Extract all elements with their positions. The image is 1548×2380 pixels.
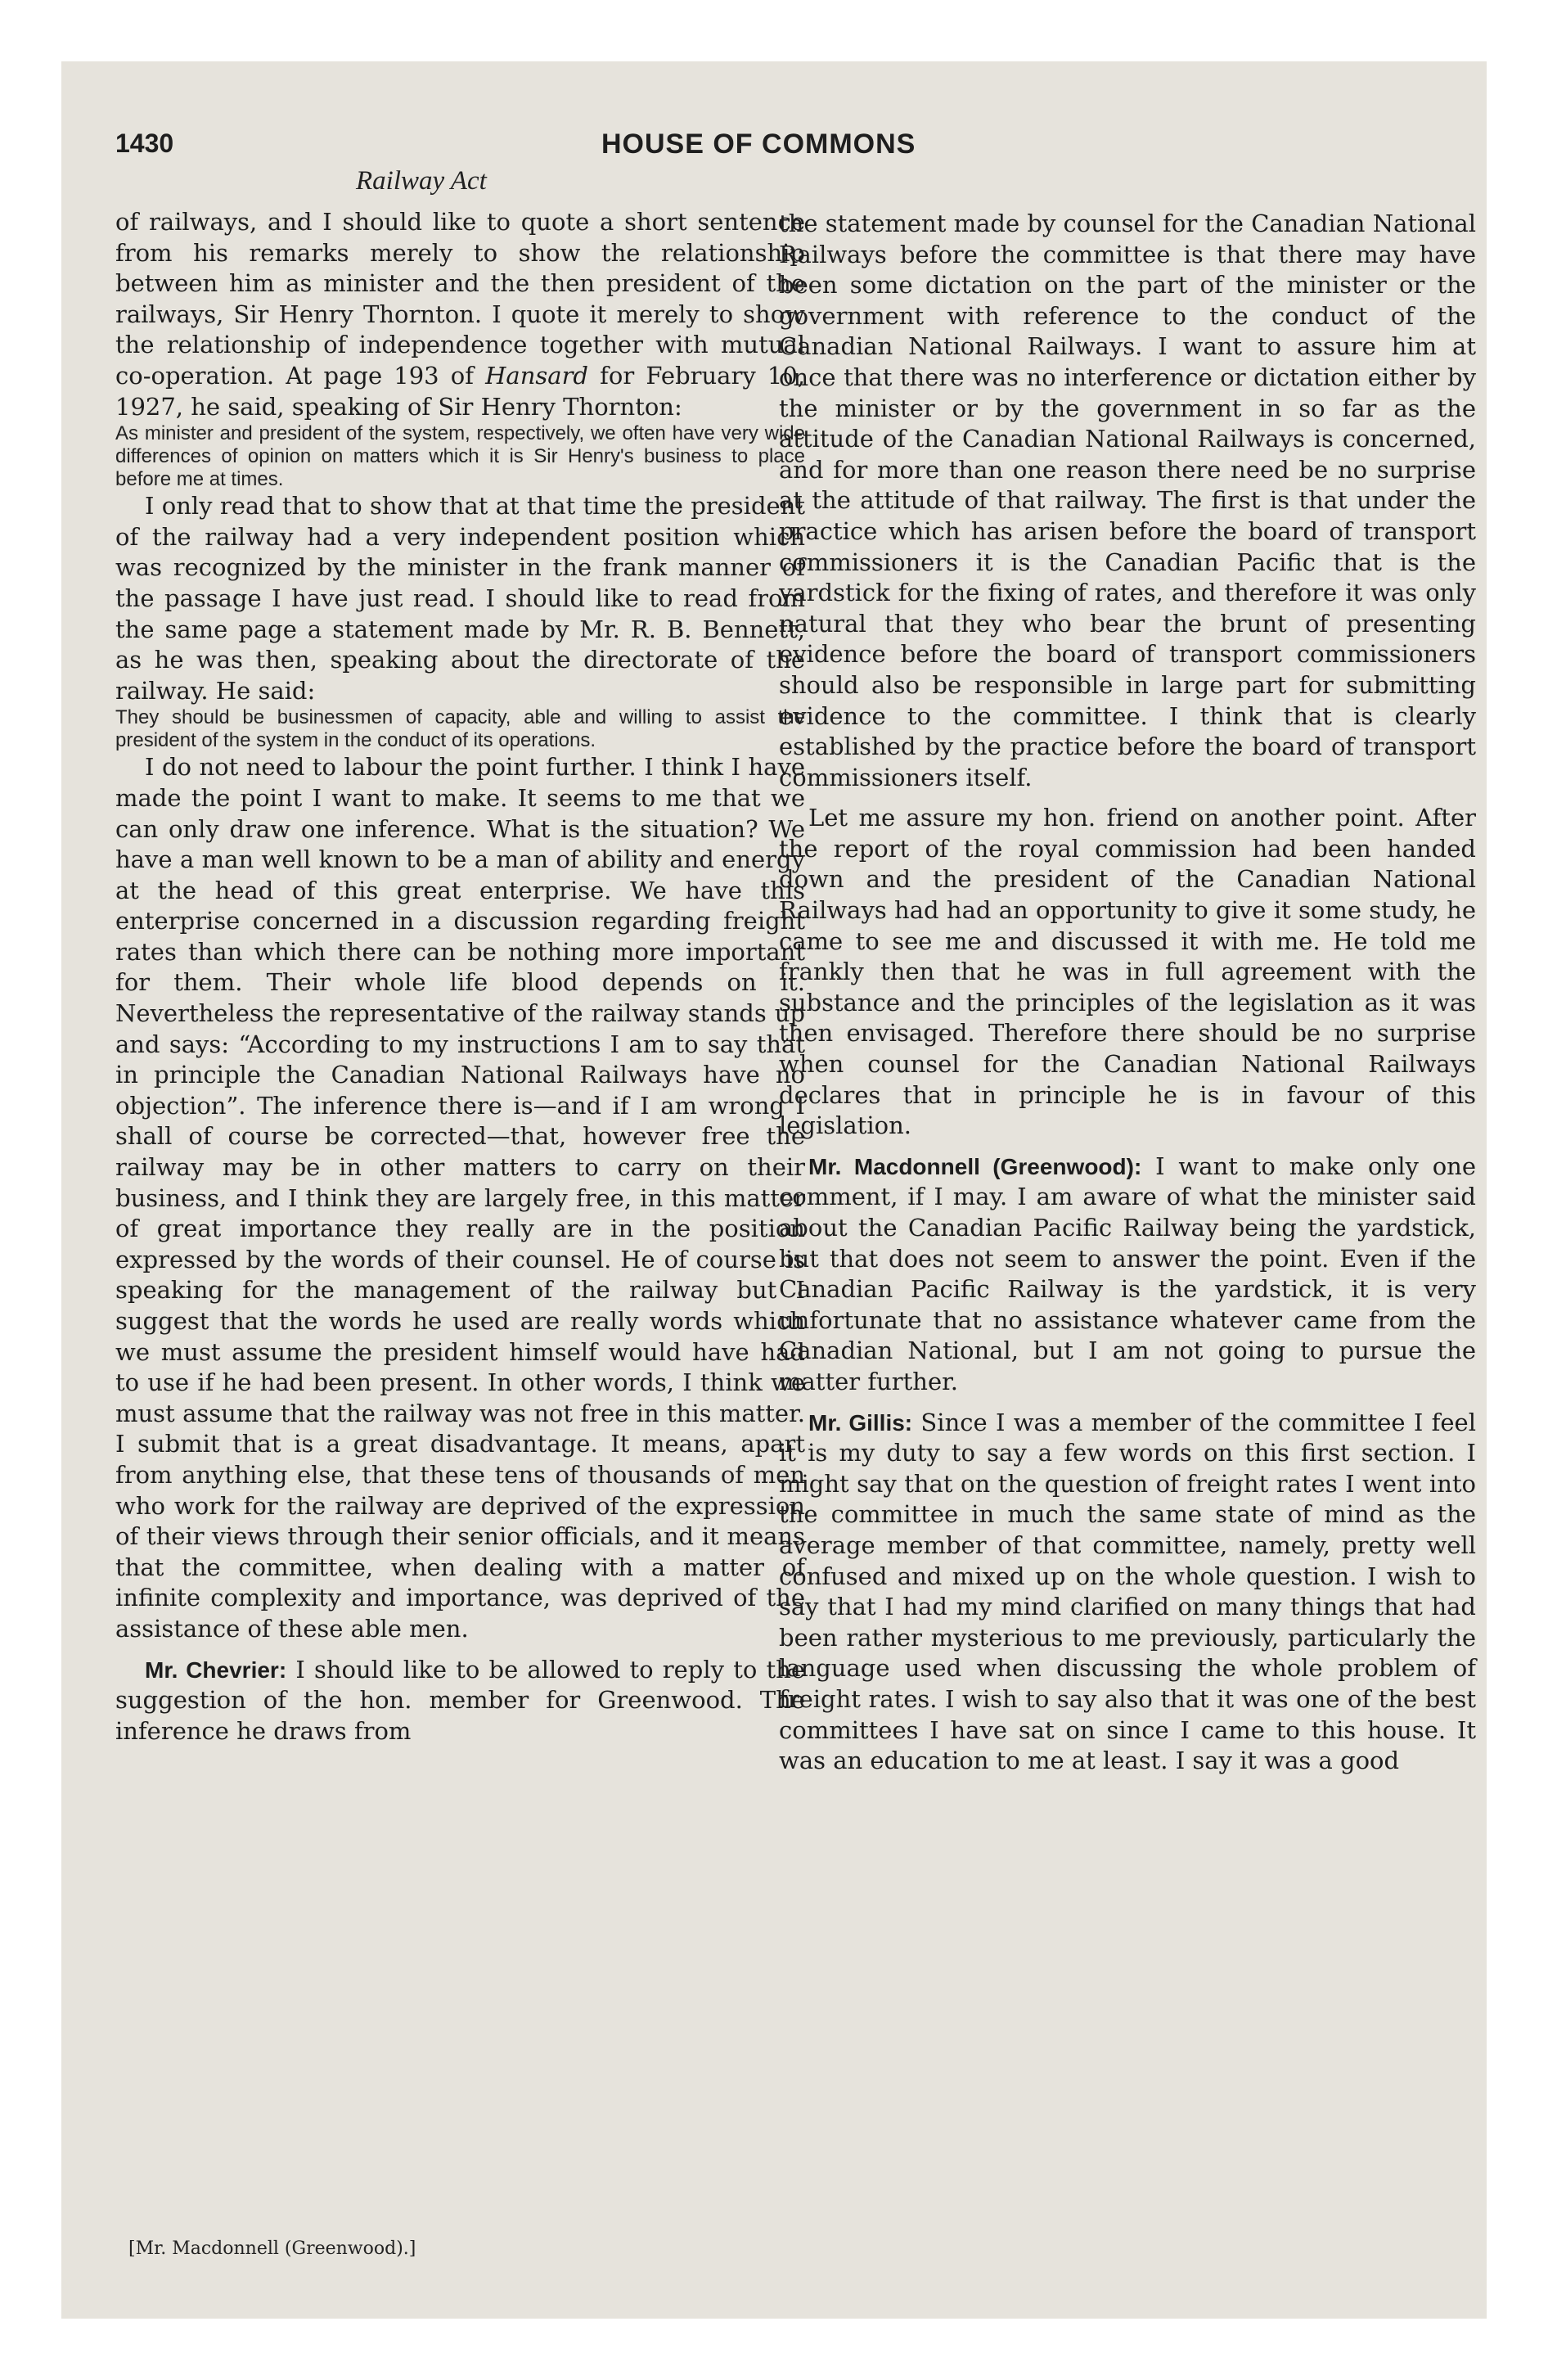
right-paragraph-2: Let me assure my hon. friend on another point. After the report of the royal commission had been handed down and the president of the Canadian National Railways had had an opportunity to give it some study, he came to see me and discussed it with me. He told me frankly then that he was in full agreement with the substance and the principles of the legislation as it was then envisaged. Therefore there should be no surprise when counsel for the Canadian National Railways declares that in principle he is in favour of this legislation. [779,804,1476,1140]
page-sheet [61,61,1487,2319]
page-number: 1430 [115,128,174,158]
left-paragraph-2: I only read that to show that at that time the president of the railway had a very independent position which was recognized by the minister in the frank manner of the passage I have just read. I should like to read from the same page a statement made by Mr. R. B. Bennett, as he was then, speaking about the directorate of the railway. He said: [115,492,805,705]
speaker-name: Mr. Chevrier: [145,1657,287,1683]
left-paragraph-1: of railways, and I should like to quote a short sentence from his remarks merely to show the relationship between him as minister and the then president of the railways, Sir Henry Thornton. I quote it merely to show the relationship of independence together with mutual co-operation. At page 193 of Hansard for February 10, 1927, he said, speaking of Sir Henry Thornton: [115,208,805,421]
speaker-name: Mr. Gillis: [808,1409,913,1436]
right-paragraph-1: the statement made by counsel for the Canadian National Railways before the committee is that there may have been some dictation on the part of the minister or the government with reference to the conduct of the Canadian National Railways. I want to assure him at once that there was no interference or dictation either by the minister or by the government in so far as the attitude of the Canadian National Railways is concerned, and for more than one reason there need be no surprise at the attitude of that railway. The first is that under the practice which has arisen before the board of transport commissioners it is the Canadian Pacific that is the yardstick for the fixing of rates, and therefore it was only natural that they who bear the brunt of presenting evidence before the board of transport commissioners should also be responsible in large part for submitting evidence to the committee. I think that is clearly established by the practice before the board of transport commissioners itself. [779,210,1476,791]
running-head: HOUSE OF COMMONS [601,128,916,160]
block-quote-bennett: They should be businessmen of capacity, able and willing to assist the president of the system in the conduct of its operations. [115,706,805,752]
left-paragraph-3: I do not need to labour the point further. I think I have made the point I want to make. It seems to me that we can only draw one inference. What is the situation? We have a man well known to be a man of ability and energy at the head of this great enterprise. We have this enterprise concerned in a discussion regarding freight rates than which there can be nothing more important for them. Their whole life blood depends on it. Nevertheless the representative of the railway stands up and says: “According to my instructions I am to say that in principle the Canadian National Railways have no objection”. The inference there is—and if I am wrong I shall of course be corrected—that, however free the railway may be in other matters to carry on their business, and I think they are largely free, in this matter of great importance they really are in the position expressed by the words of their counsel. He of course is speaking for the management of the railway but I suggest that the words he used are really words which we must assume the president himself would have had to use if he had been present. In other words, I think we must assume that the railway was not free in this matter. I submit that is a great disadvantage. It means, apart from anything else, that these tens of thousands of men who work for the railway are deprived of the expression of their views through their senior officials, and it means that the committee, when dealing with a matter of infinite complexity and importance, was deprived of the assistance of these able men. [115,753,805,1643]
left-column [115,207,805,1747]
left-paragraph-4: Mr. Chevrier: I should like to be allowed to reply to the suggestion of the hon. member for Greenwood. The inference he draws from [115,1655,805,1745]
hansard-title: Hansard [485,361,588,390]
footer-note: [Mr. Macdonnell (Greenwood).] [128,2238,416,2259]
right-column [779,209,1476,1777]
right-paragraph-4: Mr. Gillis: Since I was a member of the committee I feel it is my duty to say a few words on this first section. I might say that on the question of freight rates I went into the committee in much the same state of mind as the average member of that committee, namely, pretty well confused and mixed up on the whole question. I wish to say that I had my mind clarified on many things that had been rather mysterious to me previously, particularly the language used when discussing the whole problem of freight rates. I wish to say also that it was one of the best committees I have sat on since I came to this house. It was an education to me at least. I say it was a good [779,1408,1476,1775]
page-header [61,128,1487,178]
speaker-name: Mr. Macdonnell (Greenwood): [808,1153,1142,1179]
right-paragraph-3: Mr. Macdonnell (Greenwood): I want to make only one comment, if I may. I am aware of what the minister said about the Canadian Pacific Railway being the yardstick, but that does not seem to answer the point. Even if the Canadian Pacific Railway is the yardstick, it is very unfortunate that no assistance whatever came from the Canadian National, but I am not going to pursue the matter further. [779,1152,1476,1395]
section-title: Railway Act [356,166,487,196]
block-quote-thornton: As minister and president of the system, respectively, we often have very wide differences of opinion on matters which it is Sir Henry's business to place before me at times. [115,422,805,491]
